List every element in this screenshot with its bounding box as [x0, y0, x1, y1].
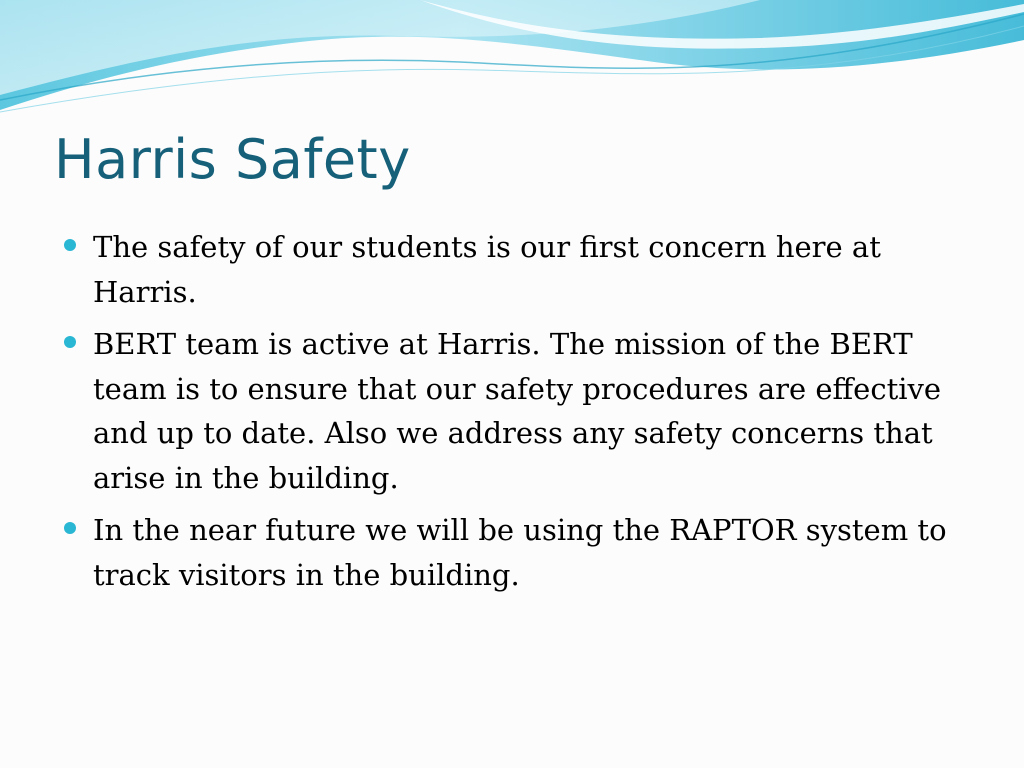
bullet-dot-icon [64, 522, 76, 534]
wave-decoration [0, 0, 1024, 120]
bullet-item [64, 225, 984, 314]
slide-title: Harris Safety [54, 128, 411, 191]
bullet-dot-icon [64, 336, 76, 348]
bullet-list [64, 225, 984, 605]
bullet-item [64, 322, 984, 500]
bullet-text: BERT team is active at Harris. The mission of the BERT team is to ensure that our safety procedures are effective and up to date. Also we address any safety concerns that arise in the building. [93, 327, 942, 495]
bullet-item [64, 508, 984, 597]
bullet-text: In the near future we will be using the RAPTOR system to track visitors in the building. [93, 513, 947, 592]
bullet-text: The safety of our students is our first concern here at Harris. [93, 230, 881, 309]
bullet-dot-icon [64, 239, 76, 251]
